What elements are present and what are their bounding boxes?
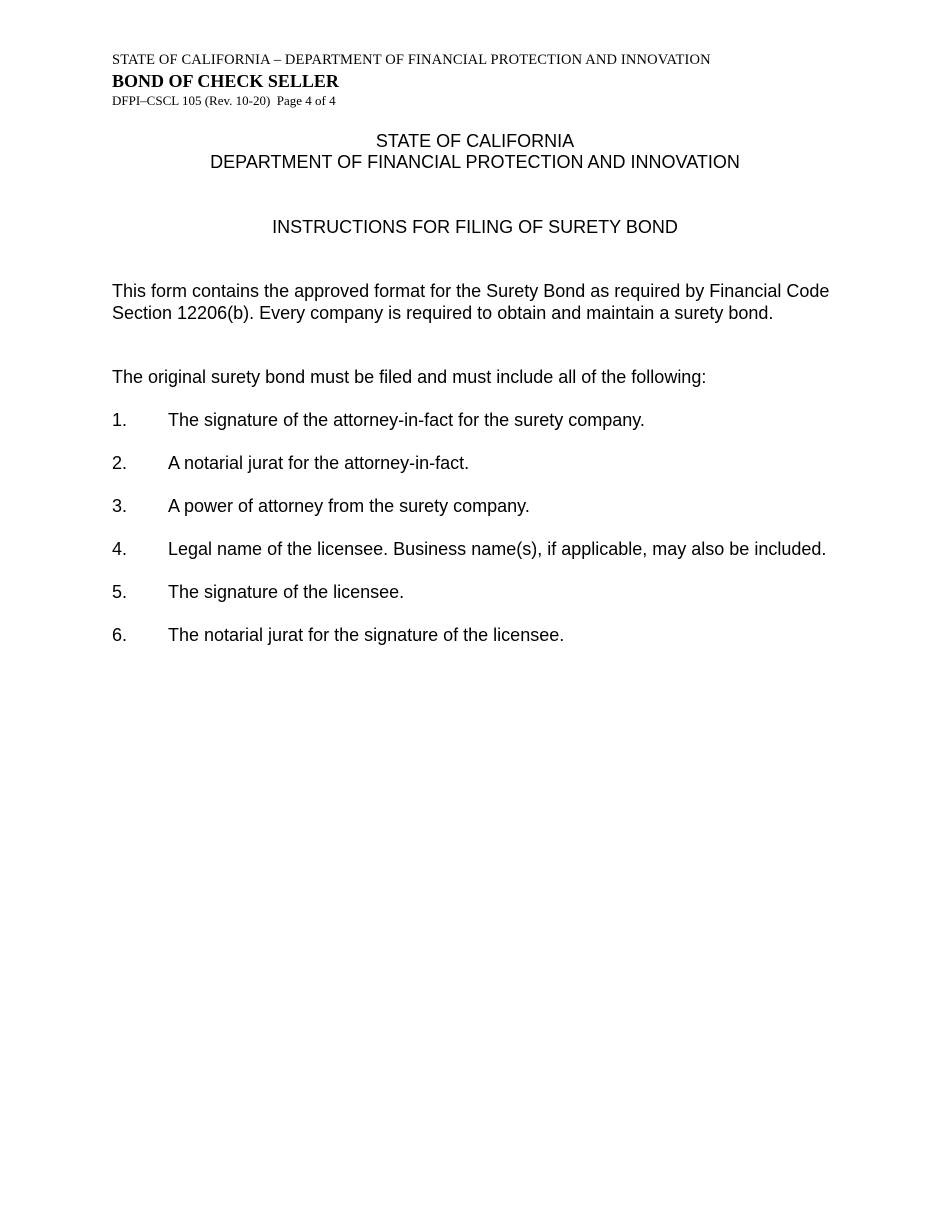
item-number: 2. — [112, 453, 128, 473]
item-number: 3. — [112, 496, 128, 516]
list-item — [112, 496, 832, 518]
item-number: 6. — [112, 625, 128, 645]
list-item — [112, 582, 832, 604]
department-heading: DEPARTMENT OF FINANCIAL PROTECTION AND INNOVATION — [210, 152, 740, 172]
page-header — [112, 51, 711, 110]
list-item — [112, 625, 832, 647]
item-text: The notarial jurat for the signature of the licensee. — [168, 625, 565, 645]
instructions-title: INSTRUCTIONS FOR FILING OF SURETY BOND — [272, 217, 678, 237]
list-item — [112, 539, 832, 561]
item-text: The signature of the licensee. — [168, 582, 405, 602]
intro-paragraph: This form contains the approved format for the Surety Bond as required by Financial Code Section 12206(b). Every company is required to obtain and maintain a surety bond. — [112, 281, 830, 323]
list-item — [112, 410, 832, 432]
requirements-lead: The original surety bond must be filed and must include all of the following: — [112, 367, 707, 387]
item-number: 4. — [112, 539, 128, 559]
header-agency: STATE OF CALIFORNIA – DEPARTMENT OF FINANCIAL PROTECTION AND INNOVATION — [112, 52, 711, 68]
item-text: The signature of the attorney-in-fact for the surety company. — [168, 410, 645, 430]
list-item — [112, 453, 832, 475]
item-text: Legal name of the licensee. Business name(s), if applicable, may also be included. — [168, 539, 827, 559]
requirements-list — [112, 410, 832, 668]
item-text: A notarial jurat for the attorney-in-fact. — [168, 453, 470, 473]
form-title: BOND OF CHECK SELLER — [112, 71, 339, 91]
item-text: A power of attorney from the surety company. — [168, 496, 530, 516]
item-number: 5. — [112, 582, 128, 602]
form-number-page: DFPI–CSCL 105 (Rev. 10-20) Page 4 of 4 — [112, 93, 336, 108]
item-number: 1. — [112, 410, 128, 430]
state-heading: STATE OF CALIFORNIA — [375, 131, 575, 151]
